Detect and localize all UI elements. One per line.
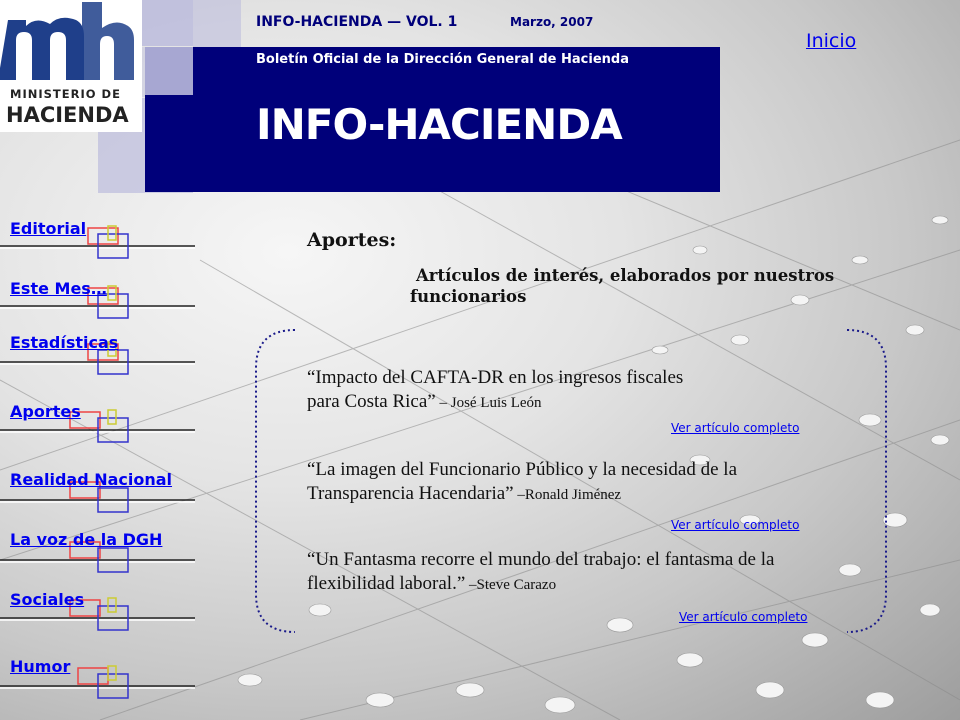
article-title: “La imagen del Funcionario Público y la necesidad de la Transparencia Hacendaria” [307,459,737,504]
nav-item-editorial[interactable]: Editorial [10,219,87,238]
home-link[interactable]: Inicio [806,30,857,52]
nav-item-aportes[interactable]: Aportes [10,402,81,421]
section-title: Aportes: [307,229,397,251]
nav-item-realidad-nacional[interactable]: Realidad Nacional [10,470,173,489]
issue-date: Marzo, 2007 [510,15,594,29]
read-more-link[interactable]: Ver artículo completo [671,421,800,435]
article-item [307,366,707,415]
logo-text-hacienda: HACIENDA [6,103,129,127]
article-item [307,458,807,507]
page-title: INFO-HACIENDA [256,100,622,149]
nav-item-estadisticas[interactable]: Estadísticas [10,333,119,352]
article-author: –Ronald Jiménez [513,487,622,503]
decor-square [145,47,193,95]
read-more-link[interactable]: Ver artículo completo [671,518,800,532]
volume-label: INFO-HACIENDA — VOL. 1 [256,14,458,30]
section-subtitle: Artículos de interés, elaborados por nuestros funcionarios [410,266,835,306]
article-title: “Impacto del CAFTA-DR en los ingresos fiscales para Costa Rica” [307,367,684,412]
right-bracket [843,328,893,636]
nav-item-la-voz-dgh[interactable]: La voz de la DGH [10,530,163,549]
bulletin-subtitle: Boletín Oficial de la Dirección General de Hacienda [256,52,629,67]
logo-text-ministerio: MINISTERIO DE [10,87,121,101]
article-title: “Un Fantasma recorre el mundo del trabajo: el fantasma de la flexibilidad laboral.” [307,549,775,594]
ministry-logo [0,0,142,132]
read-more-link[interactable]: Ver artículo completo [679,610,808,624]
article-author: – José Luis León [435,395,542,411]
article-item [307,548,777,597]
mh-logo-icon [0,0,142,132]
nav-item-humor[interactable]: Humor [10,657,71,676]
article-author: –Steve Carazo [465,577,557,593]
left-bracket [250,328,300,636]
nav-item-este-mes[interactable]: Este Mes… [10,279,107,298]
nav-item-sociales[interactable]: Sociales [10,590,85,609]
